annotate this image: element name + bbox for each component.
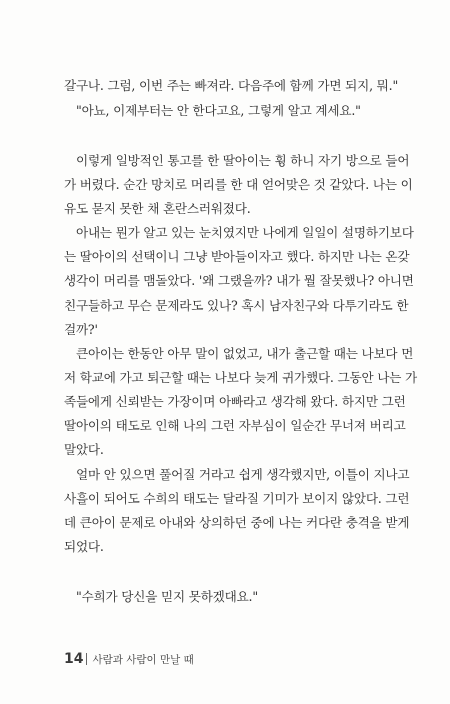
text-line: "아뇨, 이제부터는 안 한다고요, 그렇게 알고 계세요.": [76, 103, 361, 118]
text-line: 생각이 머리를 맴돌았다. '왜 그랬을까? 내가 뭘 잘못했나? 아니면: [64, 273, 414, 288]
text-line: 말았다.: [64, 442, 104, 457]
text-line: 는 딸아이의 선택이니 그냥 받아들이자고 했다. 하지만 나는 온갖: [64, 249, 410, 264]
book-title: 사람과 사람이 만날 때: [92, 653, 194, 666]
text-line: 이렇게 일방적인 통고를 한 딸아이는 휭 하니 자기 방으로 들어: [76, 153, 410, 168]
text-line: 아내는 뭔가 알고 있는 눈치였지만 나에게 일일이 설명하기보다: [76, 225, 414, 240]
text-line: 유도 묻지 못한 채 혼란스러워졌다.: [64, 201, 251, 216]
text-line: 가 버렸다. 순간 망치로 머리를 한 대 얻어맞은 것 같았다. 나는 이: [64, 177, 413, 192]
text-line: 걸까?': [64, 322, 98, 337]
text-line: 데 큰아이 문제로 아내와 상의하던 중에 나는 커다란 충격을 받게: [64, 515, 410, 530]
text-line: 저 학교에 가고 퇴근할 때는 나보다 늦게 귀가했다. 그동안 나는 가: [64, 370, 417, 385]
page-footer: [64, 650, 194, 668]
text-line: 친구들하고 무슨 문제라도 있나? 혹시 남자친구와 다투기라도 한: [64, 298, 409, 313]
text-line: 얼마 안 있으면 풀어질 거라고 쉽게 생각했지만, 이틀이 지나고: [76, 467, 410, 482]
text-line: 되었다.: [64, 539, 104, 554]
text-line: 사흘이 되어도 수희의 태도는 달라질 기미가 보이지 않았다. 그런: [64, 491, 410, 506]
text-line: "수희가 당신을 믿지 못하겠대요.": [76, 589, 258, 604]
footer-divider: [86, 653, 87, 665]
text-line: 족들에게 신뢰받는 가장이며 아빠라고 생각해 왔다. 하지만 그런: [64, 394, 406, 409]
text-line: 딸아이의 태도로 인해 나의 그런 자부심이 일순간 무너져 버리고: [64, 418, 406, 433]
page-number: 14: [64, 651, 84, 667]
text-line: 갈구나. 그럼, 이번 주는 빠져라. 다음주에 함께 가면 되지, 뭐.": [64, 78, 399, 93]
text-line: 큰아이는 한동안 아무 말이 없었고, 내가 출근할 때는 나보다 먼: [76, 346, 414, 361]
